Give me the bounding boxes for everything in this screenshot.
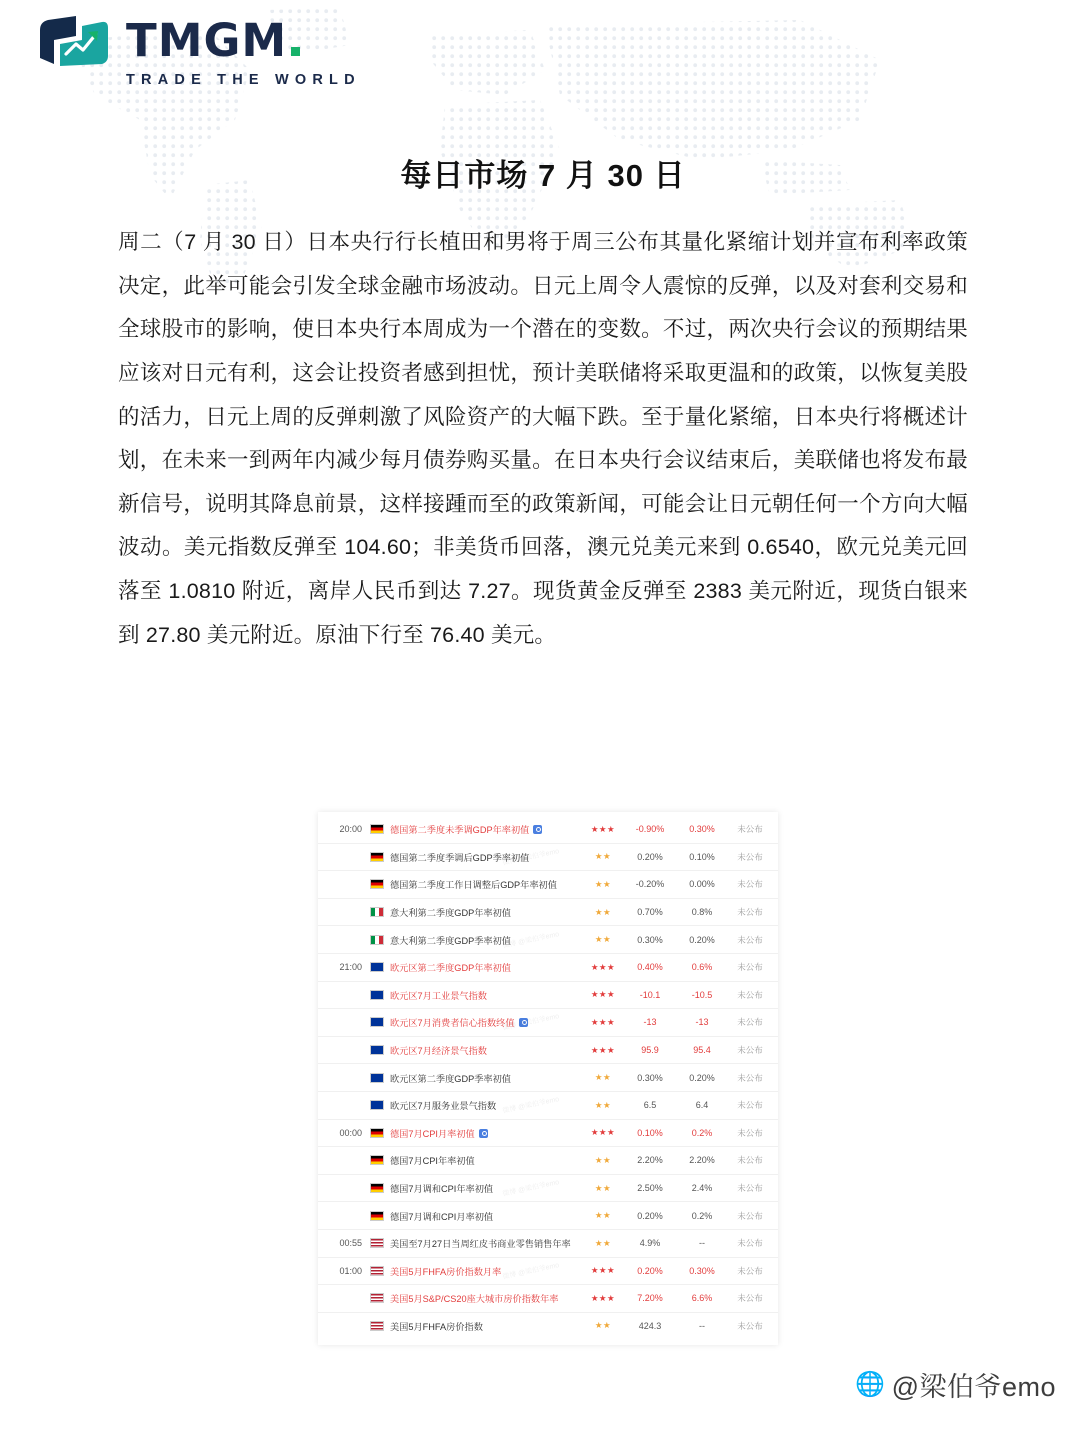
- calendar-event-name[interactable]: 意大利第二季度GDP年率初值: [390, 908, 511, 919]
- calendar-event-name[interactable]: 德国第二季度工作日调整后GDP年率初值: [390, 880, 557, 891]
- forecast-value: 0.2%: [691, 1127, 713, 1138]
- forecast-value: 0.20%: [689, 1072, 715, 1083]
- release-status: 未公布: [737, 1210, 763, 1221]
- calendar-row[interactable]: [318, 1037, 778, 1065]
- importance-stars: ★★: [594, 851, 612, 862]
- calendar-watermark: 微博 @梁伯爷emo: [502, 847, 560, 867]
- calendar-row[interactable]: [318, 1258, 778, 1286]
- calendar-row[interactable]: [318, 1147, 778, 1175]
- country-flag-icon: [370, 1211, 384, 1221]
- importance-stars: ★★★: [590, 1292, 616, 1303]
- forecast-value: --: [699, 1238, 705, 1249]
- previous-value: -0.90%: [635, 824, 665, 835]
- calendar-event-name[interactable]: 欧元区7月消费者信心指数终值: [390, 1015, 582, 1029]
- previous-value: -13: [643, 1017, 657, 1028]
- importance-stars: ★★★: [590, 989, 616, 1000]
- importance-stars: ★★: [594, 878, 612, 889]
- previous-value: 0.40%: [637, 962, 663, 973]
- calendar-event-name[interactable]: 意大利第二季度GDP季率初值: [390, 935, 511, 946]
- country-flag-icon: [370, 1183, 384, 1193]
- release-status: 未公布: [737, 1238, 763, 1249]
- previous-value: 0.20%: [637, 851, 663, 862]
- brand-name-text: TMGM: [126, 14, 288, 67]
- country-flag-icon: [370, 1073, 384, 1083]
- calendar-time: 01:00: [339, 1265, 362, 1276]
- calendar-time: 00:55: [339, 1238, 362, 1249]
- importance-stars: ★★: [594, 934, 612, 945]
- calendar-watermark: 微博 @梁伯爷emo: [502, 1096, 560, 1116]
- calendar-row[interactable]: [318, 926, 778, 954]
- country-flag-icon: [370, 1017, 384, 1027]
- calendar-event-name[interactable]: 德国第二季度未季调GDP年率初值: [390, 822, 582, 836]
- release-status: 未公布: [737, 1072, 763, 1083]
- previous-value: 0.30%: [637, 1072, 663, 1083]
- forecast-value: 95.4: [693, 1045, 711, 1056]
- brand-dot-icon: [291, 47, 300, 56]
- previous-value: 424.3: [638, 1320, 662, 1331]
- calendar-event-name[interactable]: 欧元区7月工业景气指数: [390, 990, 487, 1001]
- country-flag-icon: [370, 879, 384, 889]
- calendar-event-name[interactable]: 德国7月CPI年率初值: [390, 1156, 475, 1167]
- country-flag-icon: [370, 1238, 384, 1248]
- forecast-value: 0.6%: [691, 962, 713, 973]
- importance-stars: ★★: [594, 1072, 612, 1083]
- country-flag-icon: [370, 935, 384, 945]
- calendar-row[interactable]: [318, 1064, 778, 1092]
- calendar-row[interactable]: [318, 1120, 778, 1148]
- forecast-value: 0.2%: [691, 1210, 713, 1221]
- calendar-row[interactable]: [318, 1009, 778, 1037]
- importance-stars: ★★★: [590, 1127, 616, 1138]
- brand-name: [126, 14, 361, 67]
- importance-stars: ★★: [594, 1154, 612, 1165]
- calendar-event-name[interactable]: 美国至7月27日当周红皮书商业零售销售年率: [390, 1239, 571, 1250]
- calendar-row[interactable]: [318, 1175, 778, 1203]
- release-status: 未公布: [737, 989, 763, 1000]
- calendar-event-name[interactable]: 欧元区第二季度GDP季率初值: [390, 1073, 511, 1084]
- previous-value: 95.9: [641, 1045, 659, 1056]
- importance-stars: ★★: [594, 1210, 612, 1221]
- calendar-row[interactable]: [318, 899, 778, 927]
- release-status: 未公布: [737, 879, 763, 890]
- forecast-value: 0.10%: [689, 851, 715, 862]
- previous-value: 0.70%: [637, 907, 663, 918]
- previous-value: 2.50%: [637, 1183, 663, 1194]
- country-flag-icon: [370, 962, 384, 972]
- calendar-event-name[interactable]: 德国7月调和CPI年率初值: [390, 1184, 494, 1195]
- calendar-row[interactable]: [318, 982, 778, 1010]
- calendar-event-name[interactable]: 欧元区7月服务业景气指数: [390, 1101, 497, 1112]
- previous-value: 0.20%: [637, 1265, 663, 1276]
- country-flag-icon: [370, 1100, 384, 1110]
- release-status: 未公布: [737, 1045, 763, 1056]
- forecast-value: 6.4: [695, 1100, 709, 1111]
- calendar-time: 00:00: [339, 1127, 362, 1138]
- calendar-watermark: 微博 @梁伯爷emo: [502, 930, 560, 950]
- previous-value: 7.20%: [637, 1293, 663, 1304]
- calendar-row[interactable]: [318, 871, 778, 899]
- calendar-event-name[interactable]: 欧元区7月经济景气指数: [390, 1046, 487, 1057]
- previous-value: 0.10%: [637, 1127, 663, 1138]
- forecast-value: 0.30%: [689, 1265, 715, 1276]
- previous-value: 0.20%: [637, 1210, 663, 1221]
- forecast-value: 6.6%: [691, 1293, 713, 1304]
- release-status: 未公布: [737, 1127, 763, 1138]
- article: [118, 150, 968, 657]
- country-flag-icon: [370, 1155, 384, 1165]
- calendar-row[interactable]: [318, 1230, 778, 1258]
- calendar-event-name[interactable]: 欧元区第二季度GDP年率初值: [390, 963, 511, 974]
- previous-value: -0.20%: [635, 879, 665, 890]
- country-flag-icon: [370, 1293, 384, 1303]
- forecast-value: 0.8%: [691, 907, 713, 918]
- importance-stars: ★★: [594, 1182, 612, 1193]
- calendar-row[interactable]: [318, 1092, 778, 1120]
- forecast-value: 0.30%: [689, 824, 715, 835]
- importance-stars: ★★: [594, 1099, 612, 1110]
- forecast-value: 0.20%: [689, 934, 715, 945]
- economic-calendar: [318, 812, 778, 1345]
- country-flag-icon: [370, 907, 384, 917]
- release-status: 未公布: [737, 824, 763, 835]
- page-title: 每日市场 7 月 30 日: [400, 158, 686, 193]
- watermark: [855, 1365, 1056, 1404]
- chart-badge-icon[interactable]: [519, 1018, 528, 1027]
- previous-value: -10.1: [639, 989, 661, 1000]
- article-body: 周二（7 月 30 日）日本央行行长植田和男将于周三公布其量化紧缩计划并宣布利率政策决定，此举可能会引发全球金融市场波动。日元上周令人震惊的反弹，以及对套利交易和全球股市的影响，使日本央行本周成为一个潜在的变数。不过，两次央行会议的预期结果应该对日元有利，这会让投资者感到担忧，预计美联储将采取更温和的政策，以恢复美股的活力，日元上周的反弹刺激了风险资产的大幅下跌。至于量化紧缩，日本央行将概述计划，在未来一到两年内减少每月债券购买量。在日本央行会议结束后，美联储也将发布最新信号，说明其降息前景，这样接踵而至的政策新闻，可能会让日元朝任何一个方向大幅波动。美元指数反弹至 104.60；非美货币回落，澳元兑美元来到 0.6540，欧元兑美元回落至 1.0810 附近，离岸人民币到达 7.27。现货黄金反弹至 2383 美元附近，现货白银来到 27.80 美元附近。原油下行至 76.40 美元。: [118, 230, 968, 647]
- chart-badge-icon[interactable]: [533, 825, 542, 834]
- country-flag-icon: [370, 990, 384, 1000]
- calendar-row[interactable]: [318, 1202, 778, 1230]
- release-status: 未公布: [737, 962, 763, 973]
- previous-value: 6.5: [643, 1100, 657, 1111]
- calendar-row[interactable]: [318, 844, 778, 872]
- country-flag-icon: [370, 852, 384, 862]
- calendar-event-name[interactable]: 德国第二季度季调后GDP季率初值: [390, 852, 530, 863]
- release-status: 未公布: [737, 1017, 763, 1028]
- forecast-value: 2.20%: [689, 1155, 715, 1166]
- calendar-event-name[interactable]: 美国5月FHFA房价指数月率: [390, 1266, 502, 1277]
- release-status: 未公布: [737, 1293, 763, 1304]
- importance-stars: ★★★: [590, 1016, 616, 1027]
- calendar-event-name[interactable]: 德国7月CPI月率初值: [390, 1126, 582, 1140]
- importance-stars: ★★★: [590, 1044, 616, 1055]
- release-status: 未公布: [737, 851, 763, 862]
- calendar-event-name[interactable]: 美国5月S&P/CS20座大城市房价指数年率: [390, 1294, 559, 1305]
- importance-stars: ★★: [594, 1320, 612, 1331]
- importance-stars: ★★★: [590, 823, 616, 834]
- calendar-event-name[interactable]: 美国5月FHFA房价指数: [390, 1321, 483, 1332]
- release-status: 未公布: [737, 907, 763, 918]
- forecast-value: 2.4%: [691, 1183, 713, 1194]
- importance-stars: ★★★: [590, 961, 616, 972]
- country-flag-icon: [370, 1321, 384, 1331]
- importance-stars: ★★: [594, 906, 612, 917]
- release-status: 未公布: [737, 1183, 763, 1194]
- previous-value: 2.20%: [637, 1155, 663, 1166]
- calendar-row[interactable]: [318, 954, 778, 982]
- calendar-watermark: 微博 @梁伯爷emo: [502, 1013, 560, 1033]
- country-flag-icon: [370, 1266, 384, 1276]
- weibo-icon: 🌐: [855, 1371, 886, 1398]
- calendar-row[interactable]: [318, 1285, 778, 1313]
- calendar-row[interactable]: [318, 1313, 778, 1340]
- calendar-time: 20:00: [339, 824, 362, 835]
- country-flag-icon: [370, 824, 384, 834]
- tmgm-logo-icon: [36, 14, 112, 76]
- calendar-row[interactable]: [318, 816, 778, 844]
- release-status: 未公布: [737, 1265, 763, 1276]
- country-flag-icon: [370, 1045, 384, 1055]
- brand-header: [36, 14, 361, 88]
- brand-tagline: TRADE THE WORLD: [126, 72, 361, 88]
- importance-stars: ★★: [594, 1237, 612, 1248]
- importance-stars: ★★★: [590, 1265, 616, 1276]
- country-flag-icon: [370, 1128, 384, 1138]
- calendar-watermark: 微博 @梁伯爷emo: [502, 1179, 560, 1198]
- previous-value: 0.30%: [637, 934, 663, 945]
- watermark-text: @梁伯爷emo: [891, 1372, 1056, 1402]
- forecast-value: -10.5: [691, 989, 713, 1000]
- release-status: 未公布: [737, 1320, 763, 1331]
- forecast-value: -13: [695, 1017, 709, 1028]
- calendar-event-name[interactable]: 德国7月调和CPI月率初值: [390, 1211, 494, 1222]
- calendar-watermark: 微博 @梁伯爷emo: [502, 1261, 560, 1281]
- release-status: 未公布: [737, 1155, 763, 1166]
- chart-badge-icon[interactable]: [479, 1129, 488, 1138]
- calendar-time: 21:00: [339, 962, 362, 973]
- release-status: 未公布: [737, 934, 763, 945]
- forecast-value: --: [699, 1320, 705, 1331]
- forecast-value: 0.00%: [689, 879, 715, 890]
- previous-value: 4.9%: [639, 1238, 661, 1249]
- release-status: 未公布: [737, 1100, 763, 1111]
